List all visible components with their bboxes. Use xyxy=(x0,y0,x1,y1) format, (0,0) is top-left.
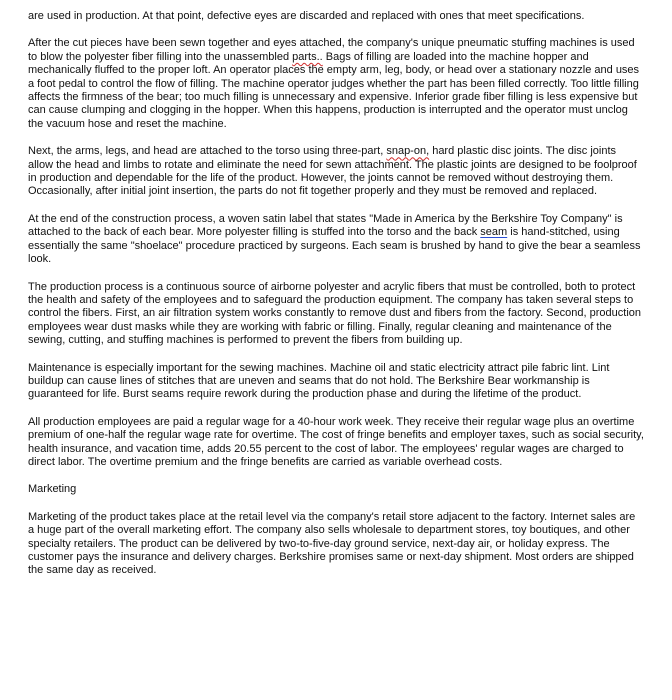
paragraph-wages: All production employees are paid a regular wage for a 40-hour work week. They receive their regular wage plus an overtime premium of one-half the regular wage rate for overtime. The cost of fringe benefits and employer taxes, such as social security, health insurance, and vacation time, adds 20.55 percent to the cost of labor. The employees' regular wages are charged to direct labor. The overtime premium and the fringe benefits are carried as variable overhead costs. xyxy=(28,415,644,468)
text-run: At the end of the construction process, a woven satin label that states "Made in America by the Berkshire Toy Company" is attached to the back of each bear. More polyester filling is stuffed into the torso and the back xyxy=(28,212,623,239)
section-heading-marketing: Marketing xyxy=(28,483,77,496)
paragraph-label-seam xyxy=(28,213,644,267)
paragraph-stuffing xyxy=(28,37,644,131)
paragraph-marketing: Marketing of the product takes place at the retail level via the company's retail store adjacent to the factory. Internet sales are a huge part of the overall marketing effort. The company also sells wholesale to department stores, toy boutiques, and other specialty retailers. The product can be delivered by two-to-five-day ground service, next-day air, or holiday express. The customer pays the insurance and delivery charges. Berkshire promises same or next-day shipment. Most orders are shipped the same day as received. xyxy=(28,510,636,577)
text-run: Bags of filling are loaded into the machine hopper and mechanically fluffed to the proper loft. An operator places the empty arm, leg, body, or head over a stationary nozzle and uses a foot pedal to control the flow of filling. The machine operator judges whether the part has been filled correctly. Too little filling affects the firmness of the bear; too much filling is unnecessary and expensive. Inferior grade fiber filling is less expensive but can cause clumping and clogging in the hopper. When this happens, production is interrupted and the operator must unclog the vacuum hose and reset the machine. xyxy=(28,50,640,130)
text-run: After the cut pieces have been sewn together and eyes attached, the company's unique pneumatic stuffing machines is used to blow the polyester fiber filling into the unassembled xyxy=(28,37,635,63)
text-run: is hand-stitched, using essentially the same "shoelace" procedure practiced by surgeons. Each seam is brushed by hand to give the bear a seamless look. xyxy=(28,226,641,266)
spelling-flag-snap-on[interactable]: snap-on, xyxy=(386,145,430,158)
grammar-flag-seam[interactable]: seam xyxy=(480,226,508,239)
paragraph-eyes-inspection: are used in production. At that point, defective eyes are discarded and replaced with ones that meet specifications. xyxy=(28,10,585,22)
text-run: hard plastic disc joints. The disc joints allow the head and limbs to rotate and eliminate the need for sewn attachment. The plastic joints are designed to be foolproof in production and dependable for the life of the product. However, the joints cannot be removed without destroying them. Occasionally, after initial joint insertion, the parts do not fit together properly and they must be removed and replaced. xyxy=(28,145,637,198)
paragraph-maintenance: Maintenance is especially important for the sewing machines. Machine oil and static electricity attract pile fabric lint. Lint buildup can cause lines of stitches that are uneven and seams that do not hold. The Berkshire Bear workmanship is guaranteed for life. Burst seams require rework during the production phase and during the lifetime of the product. xyxy=(28,361,610,401)
text-run: Next, the arms, legs, and head are attached to the torso using three-part, xyxy=(28,145,387,158)
paragraph-fiber-control: The production process is a continuous source of airborne polyester and acrylic fibers that must be controlled, both to protect the health and safety of the employees and to safeguard the production equipment. The company has taken several steps to control the fibers. First, an air filtration system works constantly to remove dust and fibers from the factory. Second, production employees wear dust masks while they are working with fabric or filling. Finally, regular cleaning and maintenance of the sewing, cutting, and stuffing machines is performed to prevent the fibers from building up. xyxy=(28,280,642,347)
paragraph-joints xyxy=(28,145,644,199)
spelling-flag-parts[interactable]: parts.. xyxy=(292,50,323,63)
document-body xyxy=(28,10,644,592)
